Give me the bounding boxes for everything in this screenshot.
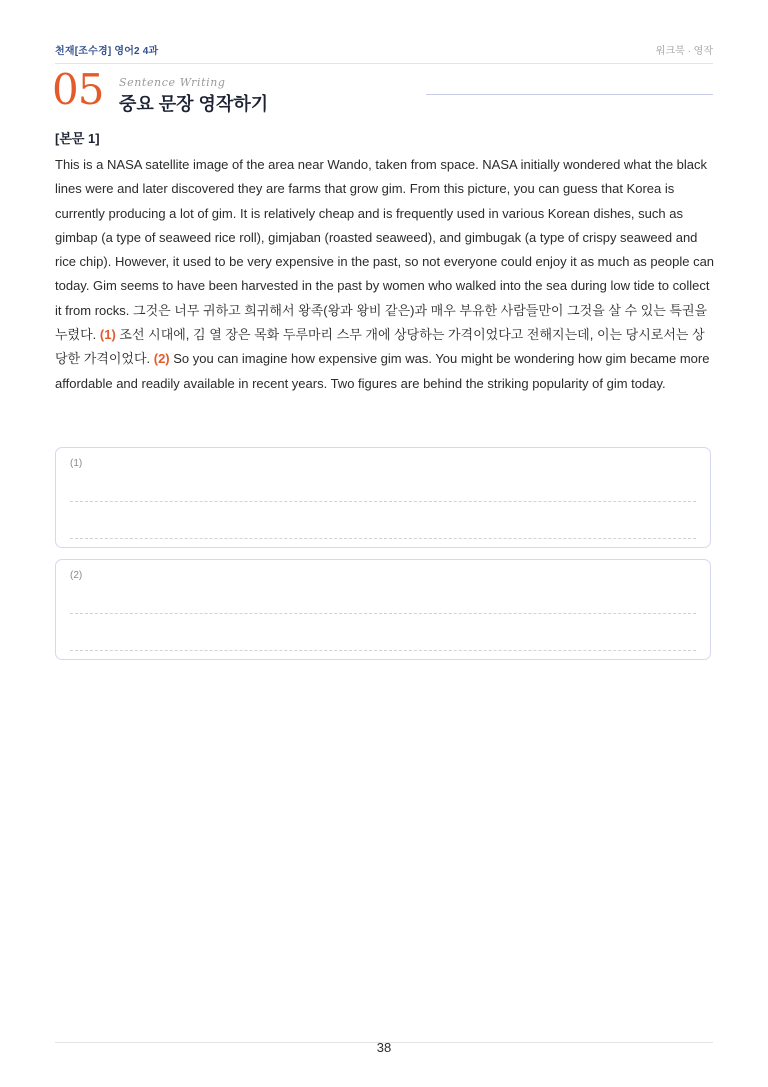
- workbook-section-label: 워크북 · 영작: [655, 46, 713, 57]
- blank-marker-1: (1): [99, 327, 116, 343]
- blank-marker-2: (2): [153, 351, 170, 367]
- section-divider: [426, 94, 713, 95]
- page-header: [55, 42, 713, 56]
- passage-segment-1: This is a NASA satellite image of the area near Wando, taken from space. NASA initially wondered what the black lines were and later discovered they are farms that grow gim. From this picture, you can guess that Korea is currently producing a lot of gim. It is relatively cheap and is frequently used in various Korean dishes, such as gimbap (a type of seaweed rice roll), gimjaban (roasted seaweed), and gimbugak (a type of crispy seaweed and rice chip). However, it used to be very expensive in the past, so not everyone could enjoy it as much as people can today. Gim seems to have been harvested in the past by women who walked into the sea during low tide to collect it from rocks. 그것은 너무 귀하고 희귀해서 왕족(왕과 왕비 같은)과 매우 부유한 사람들만이 그것을 살 수 있는 특권을 누렸다.: [55, 157, 715, 343]
- passage-segment-3: So you can imagine how expensive gim was. You might be wondering how gim became more affordable and readily available in recent years. Two figures are behind the striking popularity of gim today.: [55, 351, 710, 391]
- section-subtitle: Sentence Writing: [119, 76, 226, 89]
- passage-text: [55, 153, 715, 396]
- header-divider: [55, 63, 713, 64]
- section-title: 중요 문장 영작하기: [119, 94, 269, 114]
- passage-segment-2: 조선 시대에, 김 열 장은 목화 두루마리 스무 개에 상당하는 가격이었다고 전해지는데, 이는 당시로서는 상당한 가격이었다.: [55, 327, 705, 367]
- answer-box-1[interactable]: [55, 447, 711, 548]
- writing-line[interactable]: [70, 650, 696, 651]
- course-title: 천재[조수경] 영어2 4과: [55, 46, 159, 57]
- passage-label: [본문 1]: [55, 131, 100, 146]
- writing-line[interactable]: [70, 501, 696, 502]
- answer-number: (2): [70, 570, 83, 581]
- writing-line[interactable]: [70, 613, 696, 614]
- section-number: 05: [52, 65, 104, 114]
- writing-line[interactable]: [70, 538, 696, 539]
- answer-box-2[interactable]: [55, 559, 711, 660]
- page-number: 38: [376, 1040, 392, 1055]
- answer-number: (1): [70, 458, 83, 469]
